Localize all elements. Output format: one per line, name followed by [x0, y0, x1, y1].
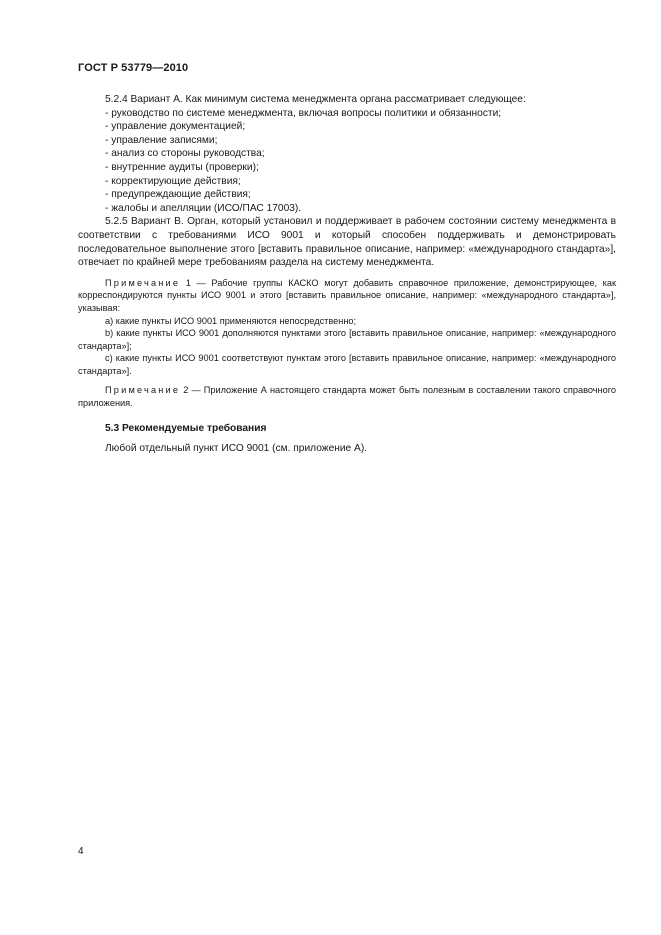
note-1-label: Примечание: [105, 277, 181, 288]
section-5-3-heading: 5.3 Рекомендуемые требования: [105, 422, 267, 434]
page-number: 4: [78, 846, 84, 857]
list-item: - жалобы и апелляции (ИСО/ПАС 17003).: [105, 202, 302, 214]
document-header: ГОСТ Р 53779—2010: [78, 62, 189, 74]
note-2: [78, 384, 616, 409]
list-item: - управление записями;: [105, 134, 218, 146]
list-item: - предупреждающие действия;: [105, 189, 251, 201]
clause-5-2-4-intro: 5.2.4 Вариант А. Как минимум система менеджмента органа рассматривает следующее:: [105, 94, 526, 105]
list-item: - руководство по системе менеджмента, включая вопросы политики и обязанности;: [105, 107, 502, 119]
note-1: [78, 277, 616, 315]
note-1-text: 1 — Рабочие группы КАСКО могут добавить справочное приложение, демонстрирующее, как корреспондируются пункты ИСО 9001 и этого [вставить правильное описание, например: «международного стандарта»], указывая:: [78, 277, 616, 313]
note-1-item-a: а) какие пункты ИСО 9001 применяются непосредственно;: [105, 315, 357, 326]
note-2-label: Примечание: [105, 385, 181, 396]
section-5-3-text: Любой отдельный пункт ИСО 9001 (см. приложение А).: [105, 443, 368, 455]
list-item: - корректирующие действия;: [105, 175, 241, 187]
note-2-text: 2 — Приложение А настоящего стандарта может быть полезным в составлении такого справочного приложения.: [78, 385, 616, 409]
list-item: - анализ со стороны руководства;: [105, 148, 265, 160]
list-item: - управление документацией;: [105, 121, 246, 133]
document-body: [78, 93, 616, 456]
clause-5-2-5: 5.2.5 Вариант В. Орган, который установил и поддерживает в рабочем состоянии систему менеджмента в соответствии с требованиями ИСО 9001 и который способен поддерживать и демонстрировать последовательное выполнение этого [вставить правильное описание, например: «международного стандарта»], отвечает по крайней мере требованиям раздела на систему менеджмента.: [78, 216, 616, 269]
list-item: - внутренние аудиты (проверки);: [105, 161, 259, 173]
note-1-item-b: b) какие пункты ИСО 9001 дополняются пунктами этого [вставить правильное описание, например: «международного стандарта»];: [78, 328, 616, 351]
note-1-item-c: с) какие пункты ИСО 9001 соответствуют пунктам этого [вставить правильное описание, например: «международного стандарта»].: [78, 353, 616, 376]
